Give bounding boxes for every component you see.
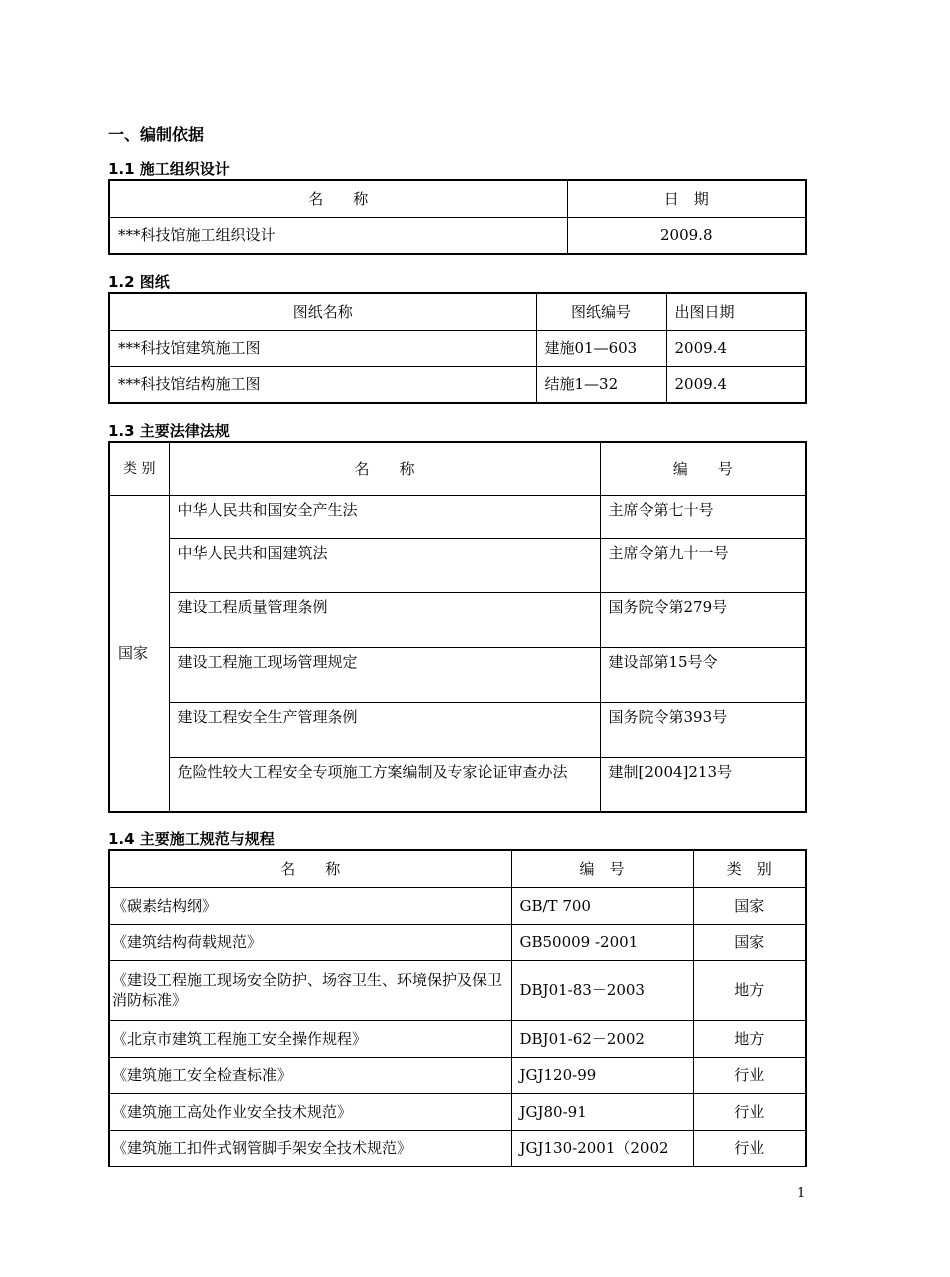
table-row (109, 647, 806, 702)
table-row (109, 538, 806, 592)
sec13-cell: 主席令第七十号 (600, 495, 806, 538)
sec14-cell: JGJ120-99 (511, 1057, 693, 1093)
sec14-header-category: 类 别 (693, 850, 806, 887)
sec13-cell: 国务院令第393号 (600, 702, 806, 757)
table-row (109, 495, 806, 538)
sec14-cell: GB50009 -2001 (511, 924, 693, 960)
sec13-cell: 建制[2004]213号 (600, 757, 806, 812)
sec11-cell: ***科技馆施工组织设计 (109, 217, 567, 254)
sec14-cell: 地方 (693, 1020, 806, 1057)
sec14-cell: 《建筑结构荷载规范》 (109, 924, 511, 960)
sec11-header-date: 日 期 (567, 180, 806, 217)
sec13-cell: 中华人民共和国安全产生法 (169, 495, 600, 538)
sec14-cell: 《建筑施工高处作业安全技术规范》 (109, 1093, 511, 1130)
table-row (109, 924, 806, 960)
sec12-cell: ***科技馆结构施工图 (109, 366, 536, 403)
sec12-cell: 2009.4 (666, 366, 806, 403)
sec14-table (108, 849, 807, 1167)
sec11-table (108, 179, 807, 255)
table-row (109, 217, 806, 254)
sec13-header-name: 名 称 (169, 442, 600, 495)
section-heading: 一、编制依据 (108, 125, 205, 144)
sec12-title: 1.2 图纸 (108, 273, 170, 291)
sec13-cell: 国务院令第279号 (600, 592, 806, 647)
sec14-cell: 《碳素结构纲》 (109, 887, 511, 924)
table-row (109, 1093, 806, 1130)
sec14-cell: 国家 (693, 887, 806, 924)
sec13-title: 1.3 主要法律法规 (108, 422, 230, 440)
sec14-header-name: 名 称 (109, 850, 511, 887)
sec14-cell: 行业 (693, 1057, 806, 1093)
sec12-cell: ***科技馆建筑施工图 (109, 330, 536, 366)
sec14-cell: JGJ80-91 (511, 1093, 693, 1130)
sec13-cell: 中华人民共和国建筑法 (169, 538, 600, 592)
sec12-cell: 结施1—32 (536, 366, 666, 403)
page-number: 1 (797, 1186, 806, 1201)
table-row (109, 1130, 806, 1166)
sec14-cell: 地方 (693, 960, 806, 1020)
sec11-title: 1.1 施工组织设计 (108, 160, 230, 178)
sec11-header-name: 名 称 (109, 180, 567, 217)
table-row (109, 1020, 806, 1057)
sec14-header-code: 编 号 (511, 850, 693, 887)
sec11-cell: 2009.8 (567, 217, 806, 254)
sec12-table (108, 292, 807, 404)
sec14-cell: JGJ130-2001（2002 (511, 1130, 693, 1166)
sec12-header: 图纸名称 (109, 293, 536, 330)
sec12-cell: 2009.4 (666, 330, 806, 366)
sec13-cell: 主席令第九十一号 (600, 538, 806, 592)
table-row (109, 887, 806, 924)
sec14-cell: 《建设工程施工现场安全防护、场容卫生、环境保护及保卫消防标准》 (109, 960, 511, 1020)
table-row (109, 330, 806, 366)
table-row (109, 702, 806, 757)
sec13-cell: 建设工程质量管理条例 (169, 592, 600, 647)
table-row (109, 366, 806, 403)
sec14-cell: 《建筑施工安全检查标准》 (109, 1057, 511, 1093)
sec12-header: 出图日期 (666, 293, 806, 330)
sec14-title: 1.4 主要施工规范与规程 (108, 830, 275, 848)
sec13-cell: 危险性较大工程安全专项施工方案编制及专家论证审查办法 (169, 757, 600, 812)
table-row (109, 960, 806, 1020)
sec14-cell: DBJ01-83－2003 (511, 960, 693, 1020)
sec13-header-code: 编 号 (600, 442, 806, 495)
sec14-cell: 行业 (693, 1093, 806, 1130)
sec12-cell: 建施01—603 (536, 330, 666, 366)
sec13-header-category: 类 别 (109, 442, 169, 495)
sec13-cell: 建设工程安全生产管理条例 (169, 702, 600, 757)
table-row (109, 757, 806, 812)
sec14-cell: 行业 (693, 1130, 806, 1166)
sec14-cell: DBJ01-62－2002 (511, 1020, 693, 1057)
sec13-table (108, 441, 807, 813)
table-row (109, 1057, 806, 1093)
sec13-cell: 建设部第15号令 (600, 647, 806, 702)
sec13-category-cell: 国家 (109, 495, 169, 812)
sec14-cell: 《建筑施工扣件式钢管脚手架安全技术规范》 (109, 1130, 511, 1166)
sec14-cell: 国家 (693, 924, 806, 960)
table-row (109, 592, 806, 647)
sec12-header: 图纸编号 (536, 293, 666, 330)
sec13-cell: 建设工程施工现场管理规定 (169, 647, 600, 702)
sec14-cell: GB/T 700 (511, 887, 693, 924)
sec14-cell: 《北京市建筑工程施工安全操作规程》 (109, 1020, 511, 1057)
